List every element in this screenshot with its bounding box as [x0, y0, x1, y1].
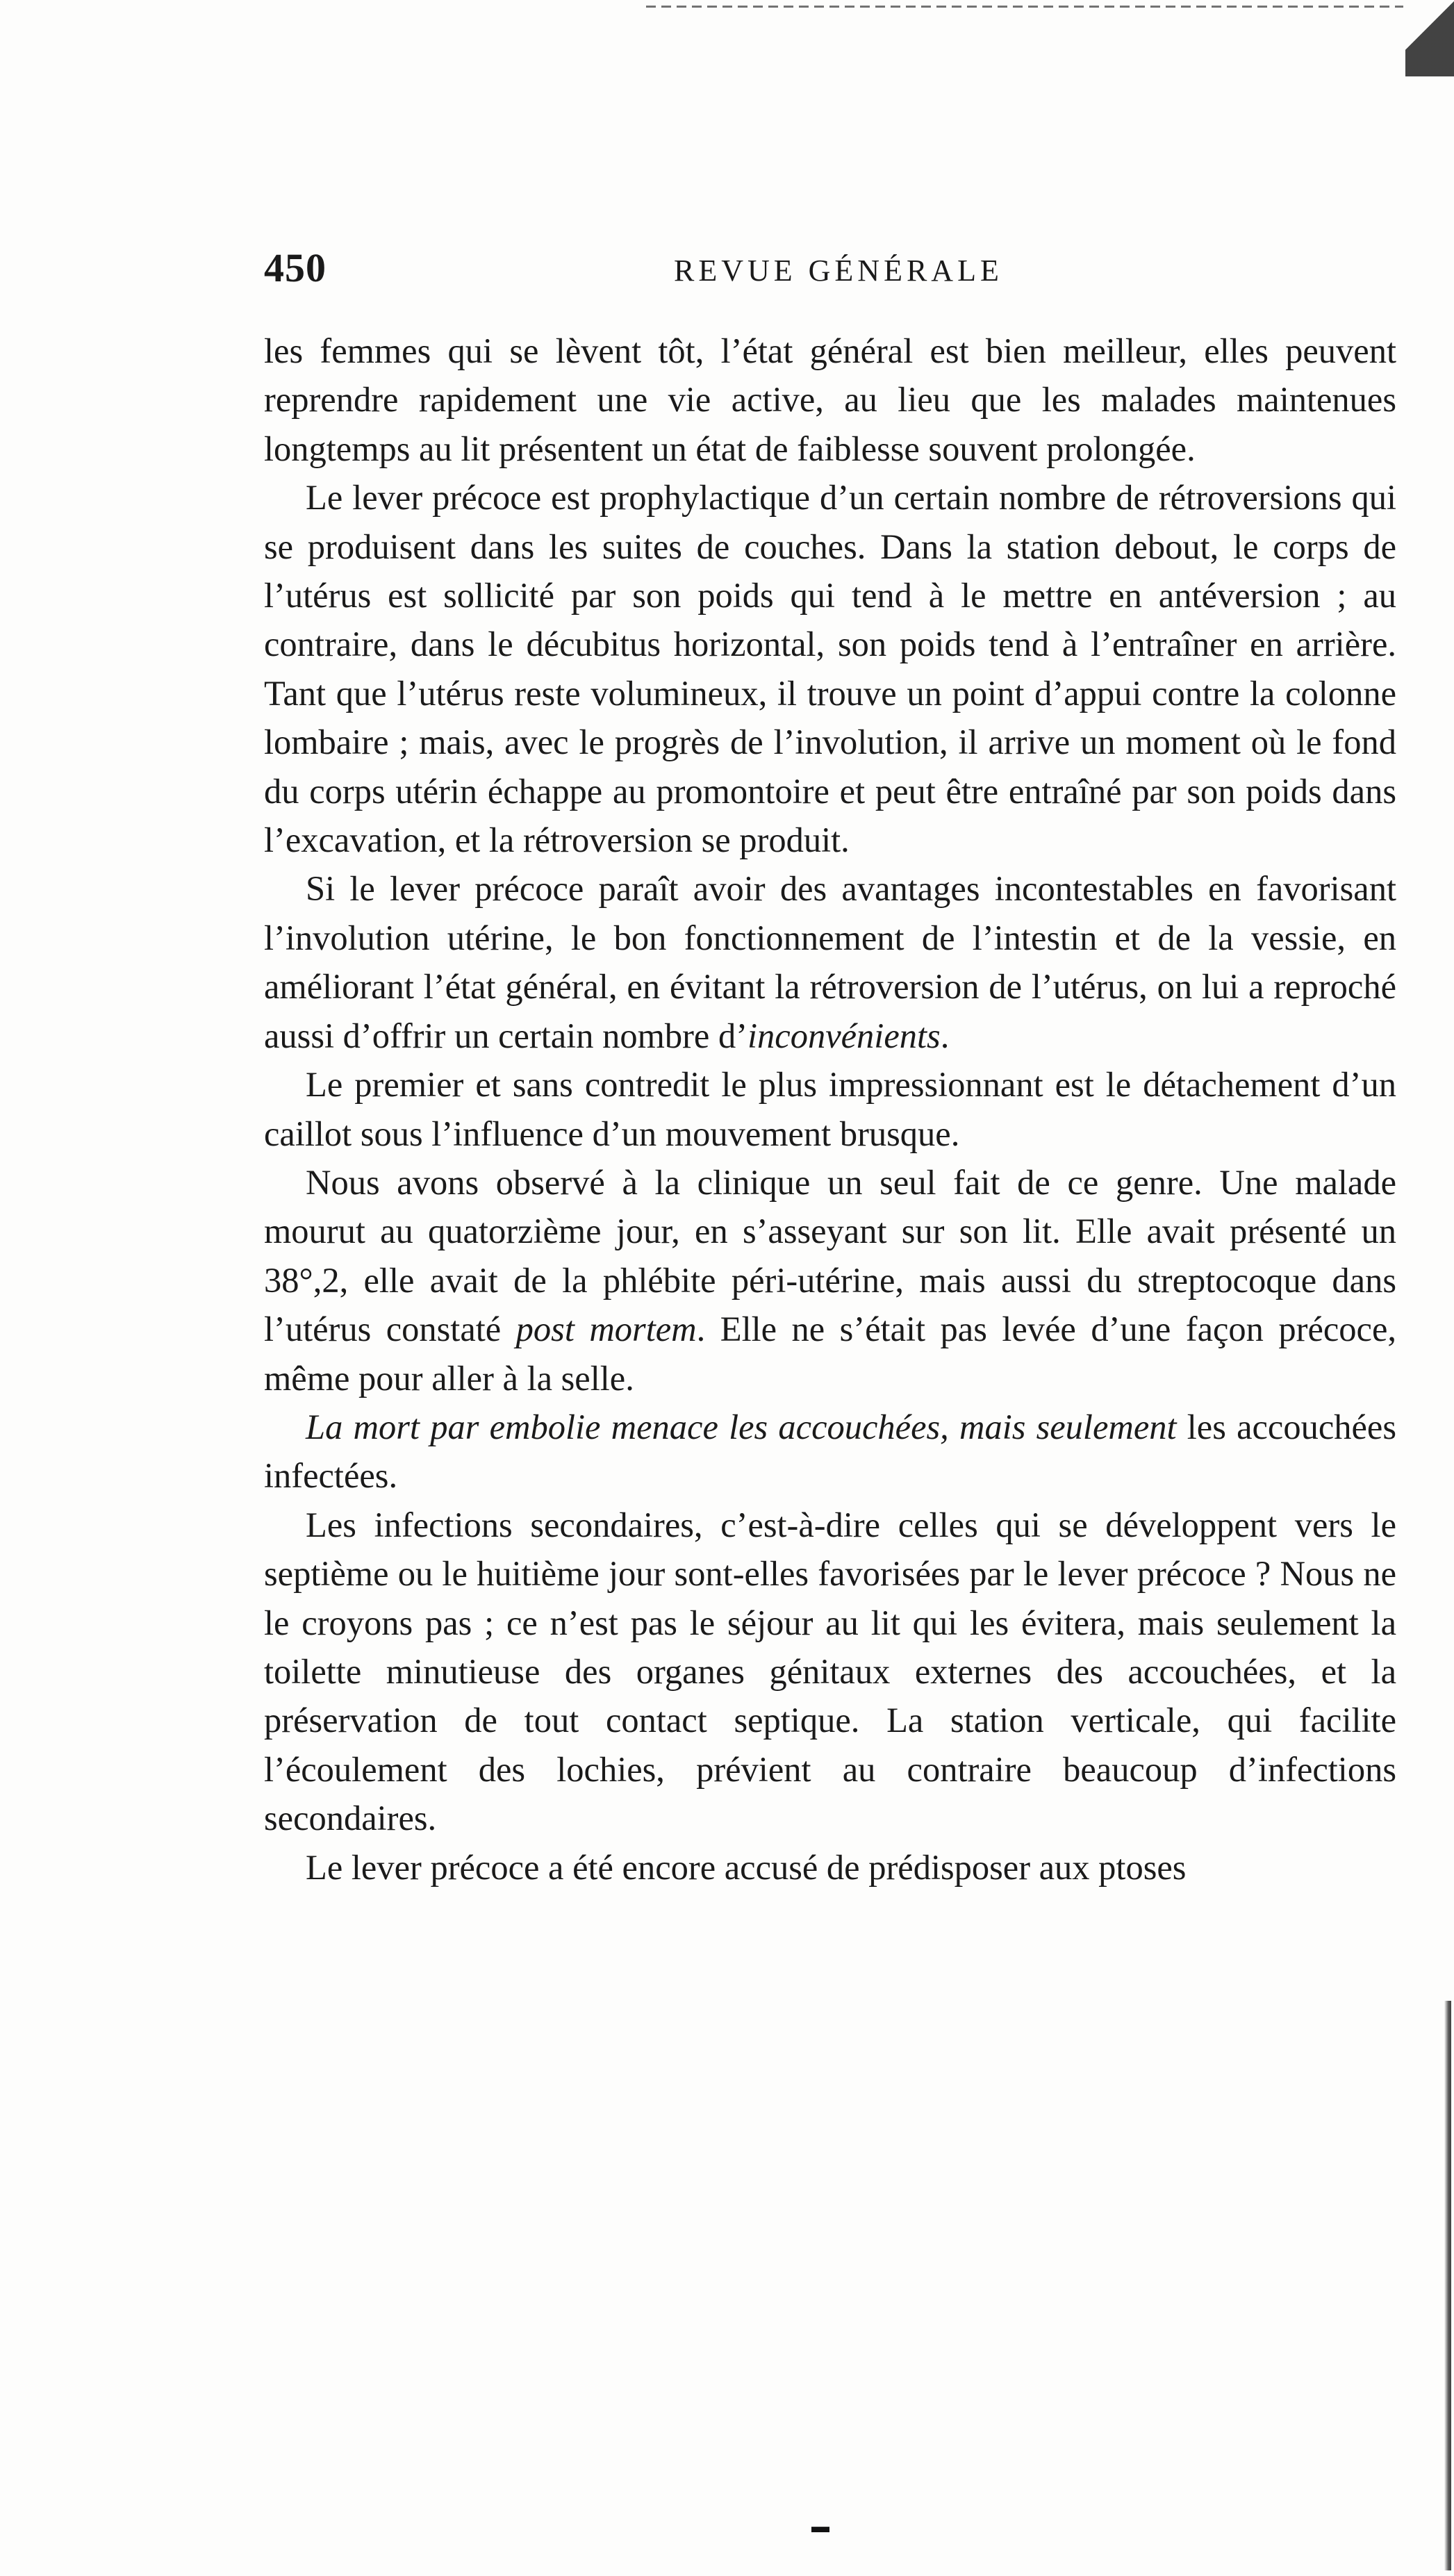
italic-statement: La mort par embolie menace les accouchées, mais seulement — [306, 1407, 1177, 1446]
paragraph — [264, 1403, 1396, 1501]
paragraph: les femmes qui se lèvent tôt, l’état général est bien meilleur, elles peuvent reprendre rapidement une vie active, au lieu que les malades maintenues longtemps au lit présentent un état de faiblesse souvent prolongée. — [264, 331, 1396, 468]
paragraph-text: Nous avons observé à la clinique un seul fait de ce genre. Une malade mourut au quatorzième jour, en s’asseyant sur son lit. Elle avait présenté un 38°,2, elle avait de la phlébite péri-utérine, mais aussi du streptocoque dans l’utérus constaté — [264, 1162, 1396, 1349]
paragraph-text: . — [940, 1016, 950, 1055]
paragraph-text: Si le lever précoce paraît avoir des avantages incontestables en favorisant l’involution utérine, le bon fonctionnement de l’intestin et de la vessie, en améliorant l’état général, en évitant la rétroversion de l’utérus, on lui a reproché aussi d’offrir un certain nombre d’ — [264, 869, 1396, 1055]
running-head: REVUE GÉNÉRALE — [674, 254, 1003, 288]
paragraph-text: les accouchées infectées. — [264, 1407, 1396, 1496]
paragraph: Le lever précoce a été encore accusé de prédisposer aux ptoses — [306, 1847, 1187, 1887]
paragraph: Les infections secondaires, c’est-à-dire celles qui se développent vers le septième ou le huitième jour sont-elles favorisées par le lever précoce ? Nous ne le croyons pas ; ce n’est pas le séjour au lit qui les évitera, mais seulement la toilette minutieuse des organes génitaux externes des accouchées, et la préservation de tout contact septique. La station verticale, qui facilite l’écoulement des lochies, prévient au contraire beaucoup d’infections secondaires. — [264, 1505, 1396, 1838]
italic-term: post mortem — [515, 1310, 697, 1349]
page-header — [264, 245, 1396, 300]
paragraph — [264, 864, 1396, 1060]
italic-term: inconvénients — [747, 1016, 941, 1055]
corner-scan-artifact — [1405, 0, 1454, 76]
paragraph-text: . Elle ne s’était pas levée d’une façon précoce, même pour aller à la selle. — [264, 1310, 1396, 1398]
page-number: 450 — [264, 245, 327, 290]
paragraph: Le premier et sans contredit le plus impressionnant est le détachement d’un caillot sous l’influence d’un mouvement brusque. — [264, 1065, 1396, 1153]
paragraph — [264, 1158, 1396, 1403]
top-rule — [646, 6, 1403, 8]
body-text — [264, 327, 1396, 1892]
paragraph: Le lever précoce est prophylactique d’un certain nombre de rétroversions qui se produisent dans les suites de couches. Dans la station debout, le corps de l’utérus est sollicité par son poids qui tend à le mettre en antéversion ; au contraire, dans le décubitus horizontal, son poids tend à l’entraîner en arrière. Tant que l’utérus reste volumineux, il trouve un point d’appui contre la colonne lombaire ; mais, avec le progrès de l’involution, il arrive un moment où le fond du corps utérin échappe au promontoire et peut être entraîné par son poids dans l’excavation, et la rétroversion se produit. — [264, 478, 1396, 860]
edge-scan-artifact — [1444, 2001, 1451, 2570]
footer-dot-mark: ▬ — [811, 2516, 829, 2536]
